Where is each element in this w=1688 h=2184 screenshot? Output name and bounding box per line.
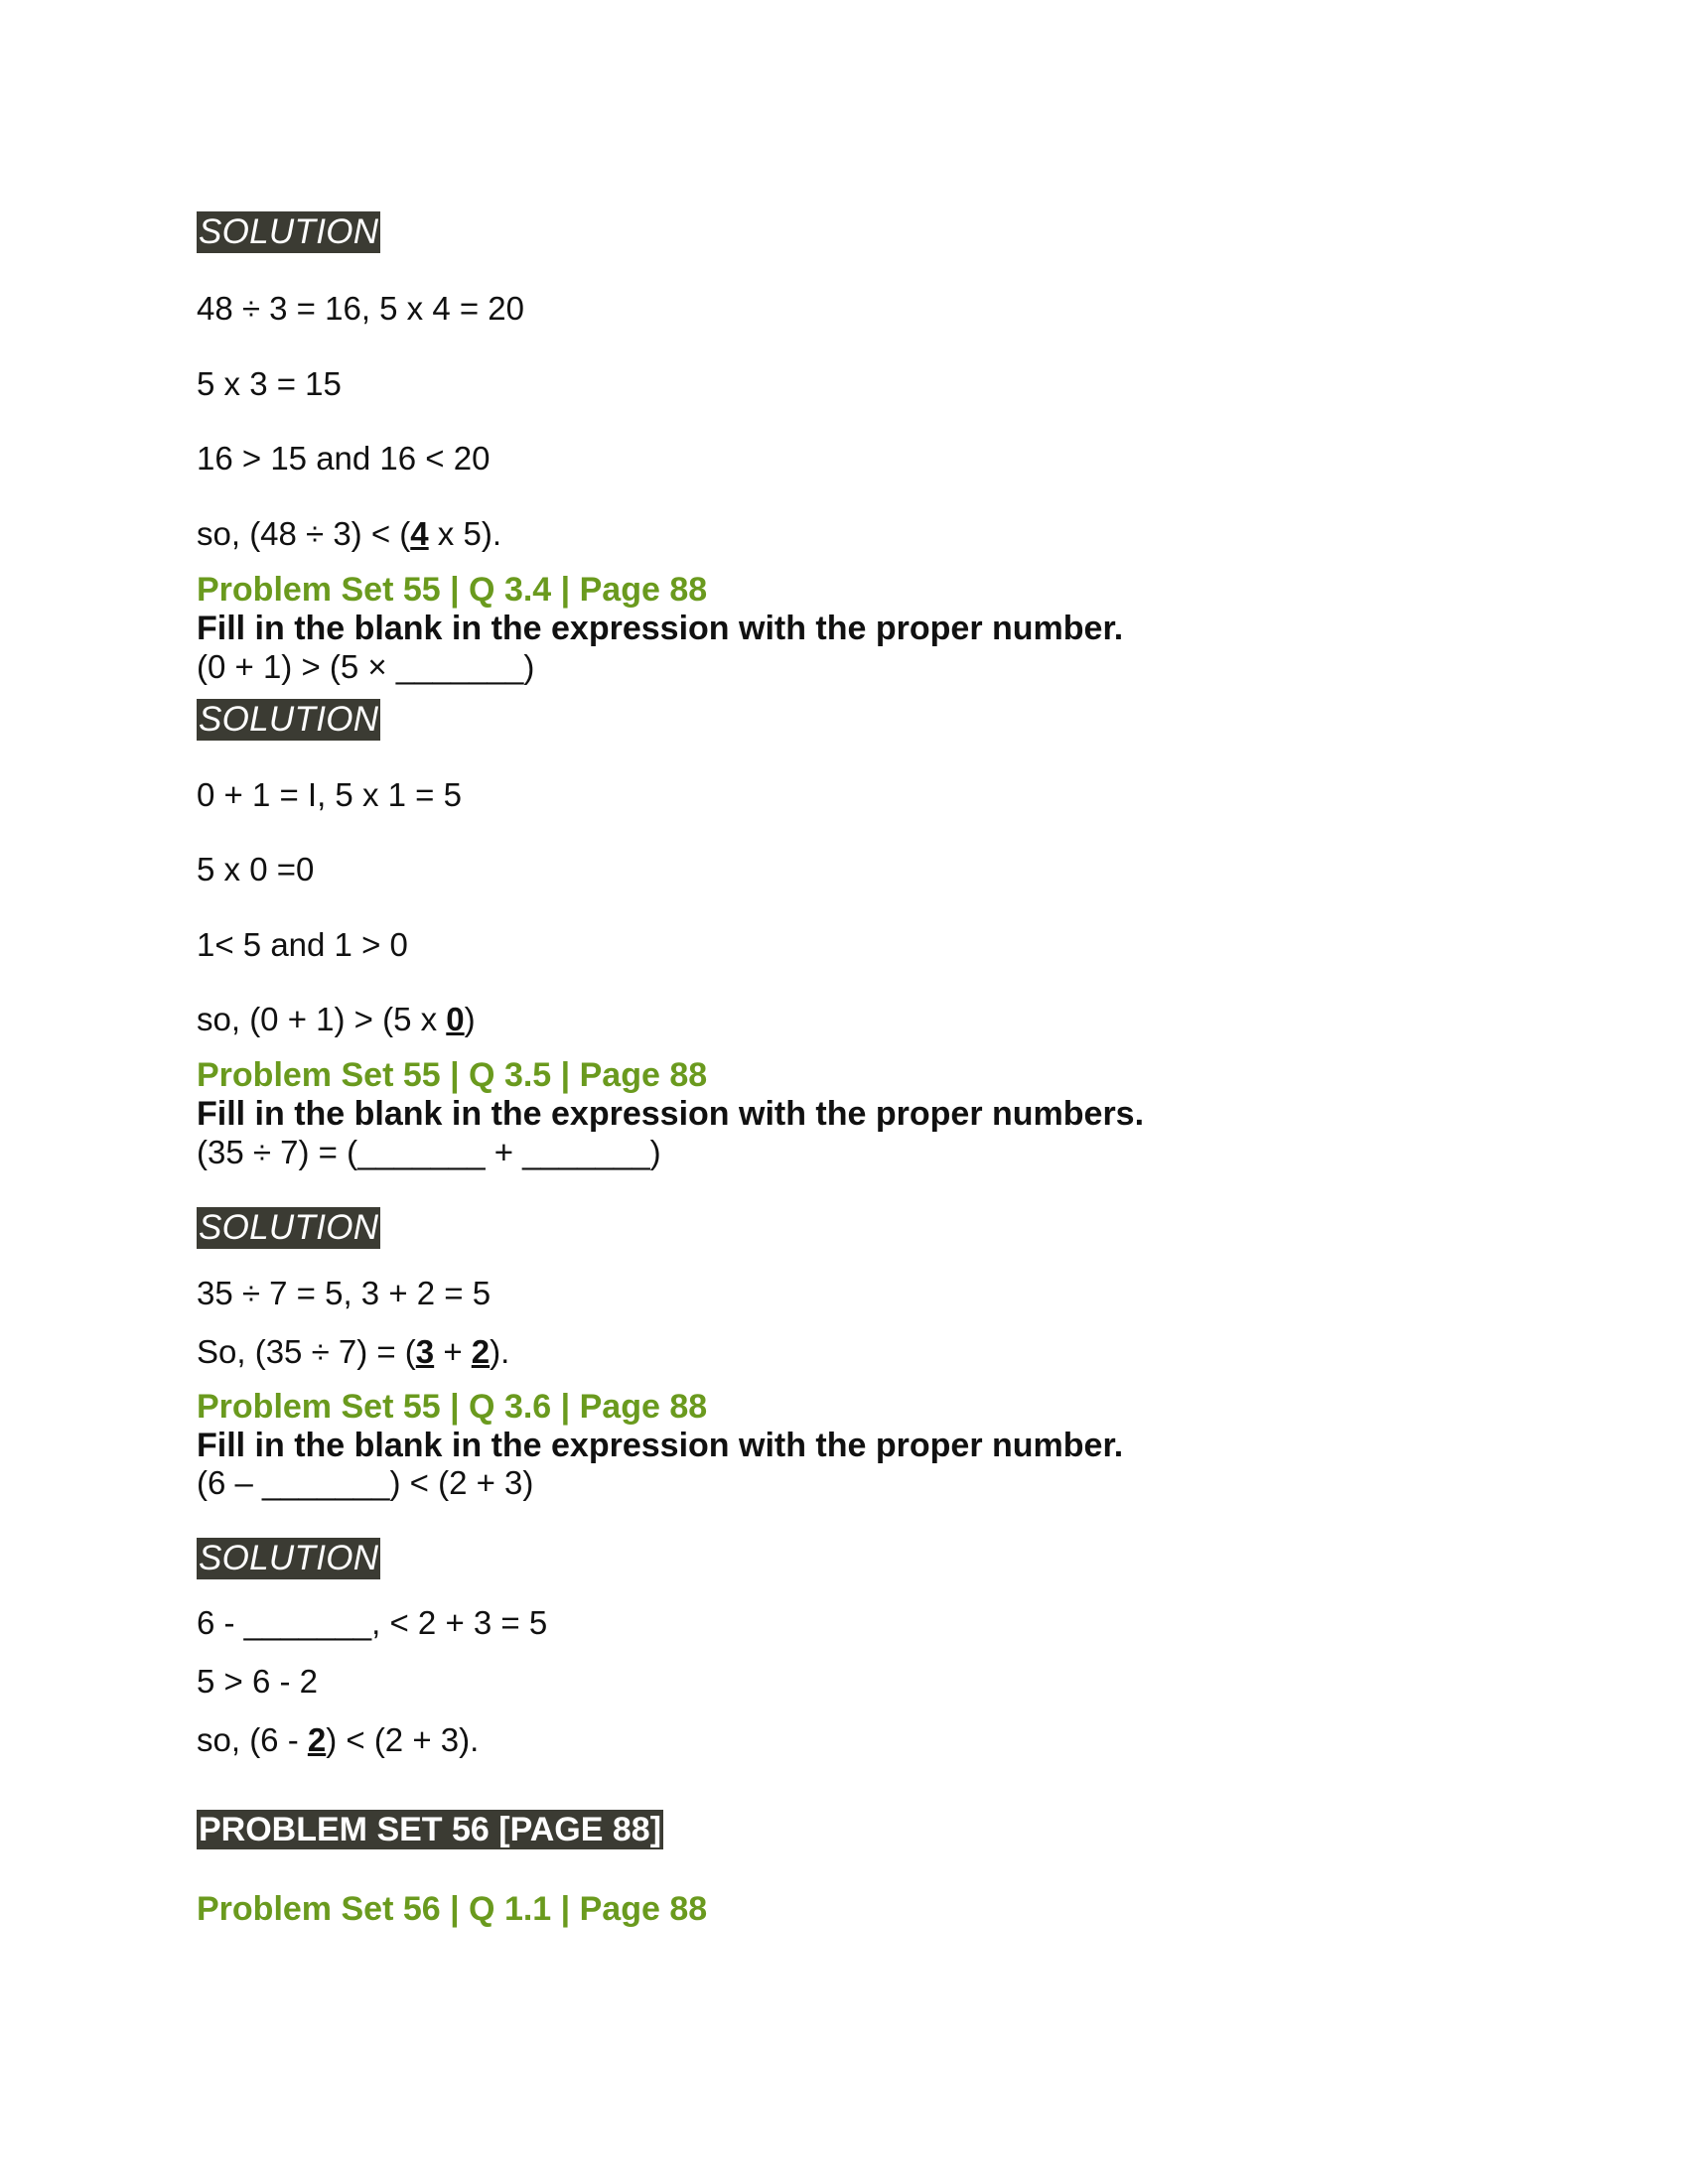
solution-line: 5 x 3 = 15	[197, 365, 342, 402]
solution-answer-line	[197, 514, 501, 554]
question-text: Fill in the blank in the expression with the proper number.	[197, 1427, 1124, 1464]
text-segment: +	[434, 1333, 472, 1370]
text-segment: So, (35 ÷ 7) = (	[197, 1333, 416, 1370]
text-segment: ) < (2 + 3).	[326, 1721, 480, 1758]
text-segment: ).	[490, 1333, 510, 1370]
section-heading: PROBLEM SET 56 [PAGE 88]	[199, 1811, 662, 1848]
text-segment: so, (6 -	[197, 1721, 308, 1758]
solution-line: 16 > 15 and 16 < 20	[197, 440, 491, 477]
question-expression: (6 – _______) < (2 + 3)	[197, 1464, 534, 1501]
solution-badge: SOLUTION	[199, 700, 379, 739]
text-segment: x 5).	[428, 515, 501, 552]
answer-value: 2	[471, 1333, 491, 1370]
solution-line: 6 - _______, < 2 + 3 = 5	[197, 1604, 548, 1641]
solution-line: 1< 5 and 1 > 0	[197, 926, 408, 963]
question-heading: Problem Set 55 | Q 3.6 | Page 88	[197, 1388, 708, 1426]
question-heading: Problem Set 56 | Q 1.1 | Page 88	[197, 1890, 708, 1928]
question-expression: (35 ÷ 7) = (_______ + _______)	[197, 1134, 661, 1170]
question-heading: Problem Set 55 | Q 3.4 | Page 88	[197, 571, 708, 609]
text-segment: )	[464, 1001, 476, 1037]
question-text: Fill in the blank in the expression with the proper numbers.	[197, 1095, 1145, 1133]
question-expression: (0 + 1) > (5 × _______)	[197, 648, 535, 685]
answer-value: 4	[410, 515, 429, 552]
solution-line: 5 > 6 - 2	[197, 1663, 318, 1700]
question-text: Fill in the blank in the expression with the proper number.	[197, 610, 1124, 647]
solution-badge: SOLUTION	[199, 1539, 379, 1577]
answer-value: 3	[415, 1333, 435, 1370]
solution-line: 5 x 0 =0	[197, 851, 315, 887]
text-segment: so, (0 + 1) > (5 x	[197, 1001, 447, 1037]
solution-badge: SOLUTION	[199, 1208, 379, 1247]
solution-line: 0 + 1 = I, 5 x 1 = 5	[197, 776, 462, 813]
solution-answer-line	[197, 1332, 509, 1372]
solution-badge: SOLUTION	[199, 212, 379, 251]
answer-value: 0	[446, 1001, 465, 1037]
solution-answer-line	[197, 1000, 476, 1039]
solution-line: 48 ÷ 3 = 16, 5 x 4 = 20	[197, 290, 525, 327]
answer-value: 2	[307, 1721, 327, 1758]
question-heading: Problem Set 55 | Q 3.5 | Page 88	[197, 1056, 708, 1094]
text-segment: so, (48 ÷ 3) < (	[197, 515, 411, 552]
solution-line: 35 ÷ 7 = 5, 3 + 2 = 5	[197, 1275, 492, 1311]
solution-answer-line	[197, 1720, 479, 1760]
